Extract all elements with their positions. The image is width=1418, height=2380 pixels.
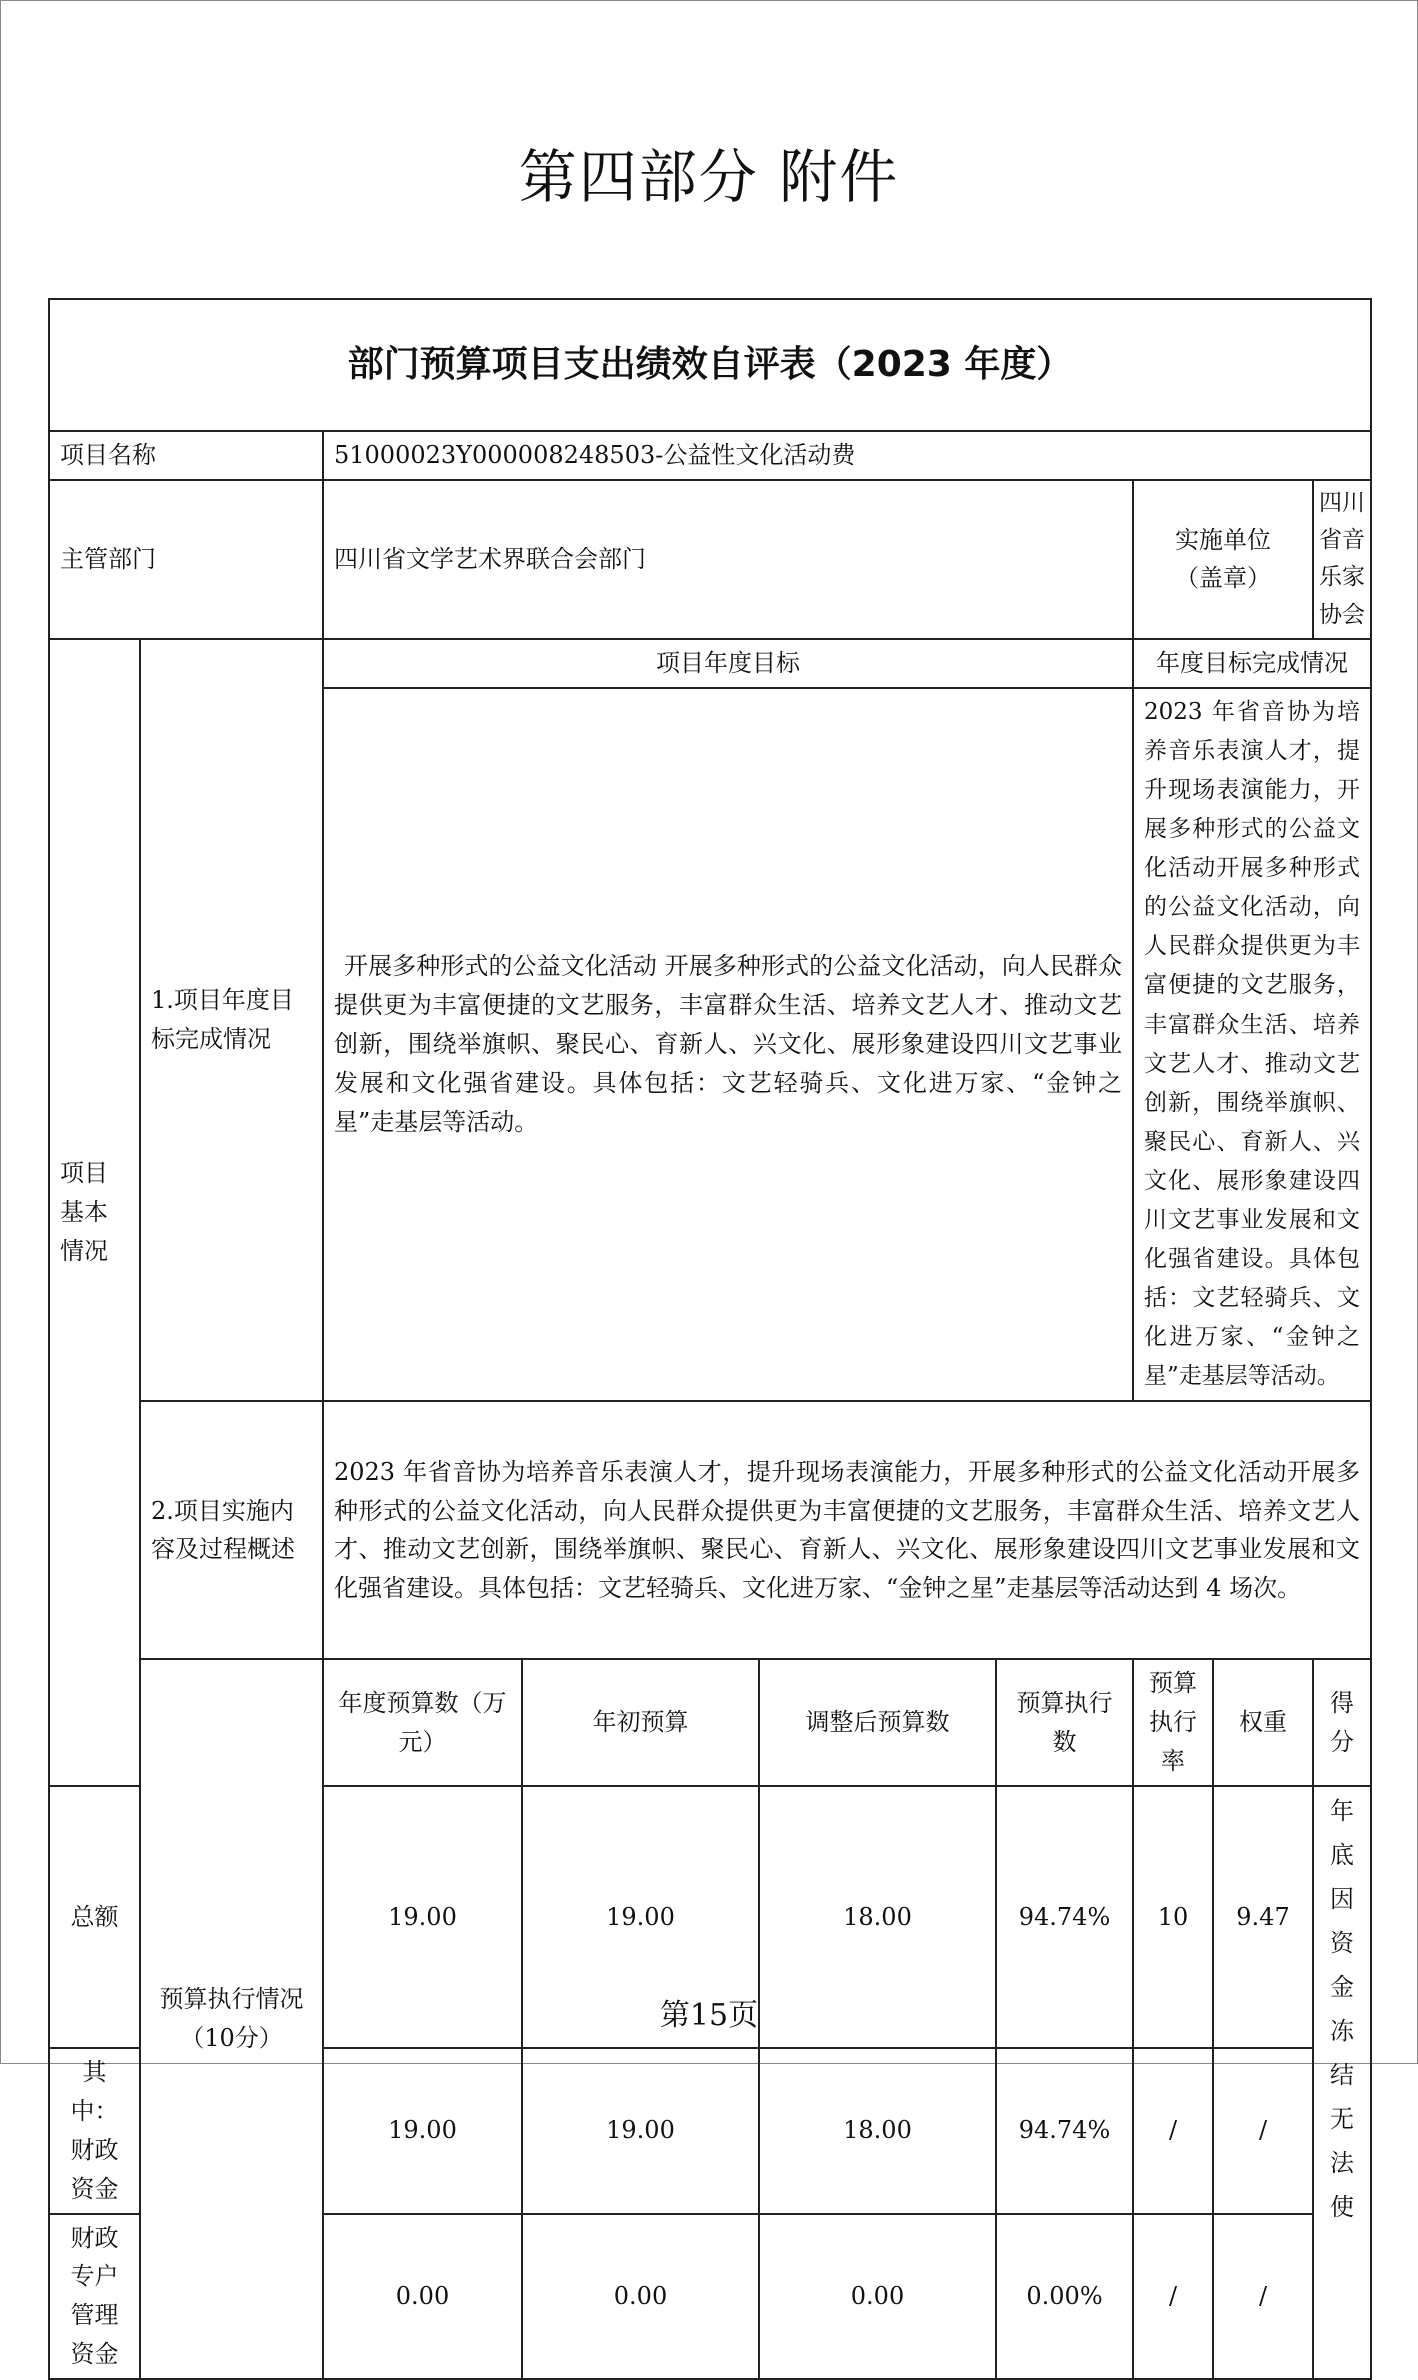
row-total-initial: 19.00 bbox=[323, 1786, 522, 2048]
reason-text bbox=[1313, 1786, 1371, 2379]
project-name-value: 51000023Y000008248503-公益性文化活动费 bbox=[323, 431, 1371, 480]
dept-value: 四川省文学艺术界联合会部门 bbox=[323, 480, 1133, 639]
reason-char: 底 bbox=[1330, 1841, 1354, 1870]
row-special-adjusted: 0.00 bbox=[522, 2214, 759, 2380]
reason-char: 结 bbox=[1330, 2061, 1354, 2090]
reason-char: 金 bbox=[1330, 1973, 1354, 2002]
row-total-weight: 10 bbox=[1133, 1786, 1213, 2048]
header-initial: 年初预算 bbox=[522, 1659, 759, 1786]
reason-char: 法 bbox=[1330, 2149, 1354, 2178]
header-executed: 预算执行数 bbox=[996, 1659, 1133, 1786]
header-adjusted: 调整后预算数 bbox=[759, 1659, 996, 1786]
goal-text: 开展多种形式的公益文化活动 开展多种形式的公益文化活动，向人民群众提供更为丰富便捷的文艺服务，丰富群众生活、培养文艺人才、推动文艺创新，围绕举旗帜、聚民心、育新人、兴文化、展形象建设四川文艺事业发展和文化强省建设。具体包括：文艺轻骑兵、文化进万家、“金钟之星”走基层等活动。 bbox=[323, 688, 1133, 1402]
row-special-score: / bbox=[1213, 2214, 1313, 2380]
row-fiscal-label: 其中：财政资金 bbox=[49, 2048, 140, 2214]
implementation-text: 2023 年省音协为培养音乐表演人才，提升现场表演能力，开展多种形式的公益文化活动开展多种形式的公益文化活动，向人民群众提供更为丰富便捷的文艺服务，丰富群众生活、培养文艺人才、推动文艺创新，围绕举旗帜、聚民心、育新人、兴文化、展形象建设四川文艺事业发展和文化强省建设。具体包括：文艺轻骑兵、文化进万家、“金钟之星”走基层等活动达到 4 场次。 bbox=[323, 1401, 1371, 1659]
goal-header: 项目年度目标 bbox=[323, 639, 1133, 688]
project-name-label: 项目名称 bbox=[49, 431, 323, 480]
row-fiscal-executed: 18.00 bbox=[759, 2048, 996, 2214]
row-special-executed: 0.00 bbox=[759, 2214, 996, 2380]
row-total-rate: 94.74% bbox=[996, 1786, 1133, 2048]
header-score: 得分 bbox=[1313, 1659, 1371, 1786]
row-special-rate: 0.00% bbox=[996, 2214, 1133, 2380]
budget-section-label: 预算执行情况（10分） bbox=[140, 1659, 323, 2379]
reason-char: 因 bbox=[1330, 1885, 1354, 1914]
row-total-executed: 18.00 bbox=[759, 1786, 996, 2048]
implementation-label: 2.项目实施内容及过程概述 bbox=[140, 1401, 323, 1659]
unit-label-line2: （盖章） bbox=[1175, 564, 1271, 593]
row-fiscal-score: / bbox=[1213, 2048, 1313, 2214]
performance-self-evaluation-table bbox=[48, 298, 1372, 2380]
reason-char: 使 bbox=[1330, 2193, 1354, 2222]
row-special-weight: / bbox=[1133, 2214, 1213, 2380]
form-title: 部门预算项目支出绩效自评表（2023 年度） bbox=[49, 299, 1371, 431]
row-special-label: 财政专户管理资金 bbox=[49, 2214, 140, 2380]
reason-char: 冻 bbox=[1330, 2017, 1354, 2046]
goal-row-label: 1.项目年度目标完成情况 bbox=[140, 639, 323, 1402]
row-total-label: 总额 bbox=[49, 1786, 140, 2048]
row-fiscal-adjusted: 19.00 bbox=[522, 2048, 759, 2214]
completion-text: 2023 年省音协为培养音乐表演人才，提升现场表演能力，开展多种形式的公益文化活动开展多种形式的公益文化活动，向人民群众提供更为丰富便捷的文艺服务，丰富群众生活、培养文艺人才、推动文艺创新，围绕举旗帜、聚民心、育新人、兴文化、展形象建设四川文艺事业发展和文化强省建设。具体包括：文艺轻骑兵、文化进万家、“金钟之星”走基层等活动。 bbox=[1133, 688, 1371, 1402]
reason-char: 年 bbox=[1330, 1797, 1354, 1826]
completion-header: 年度目标完成情况 bbox=[1133, 639, 1371, 688]
header-annual: 年度预算数（万元） bbox=[323, 1659, 522, 1786]
unit-label-line1: 实施单位 bbox=[1175, 525, 1271, 554]
basic-info-label: 项目基本情况 bbox=[49, 639, 140, 1786]
row-total-adjusted: 19.00 bbox=[522, 1786, 759, 2048]
row-fiscal-rate: 94.74% bbox=[996, 2048, 1133, 2214]
page-number: 第15页 bbox=[659, 1998, 759, 2033]
row-fiscal-weight: / bbox=[1133, 2048, 1213, 2214]
unit-value: 四川省音乐家协会 bbox=[1313, 480, 1371, 639]
dept-label: 主管部门 bbox=[49, 480, 323, 639]
part-title: 第四部分 附件 bbox=[518, 143, 900, 211]
reason-char: 无 bbox=[1330, 2105, 1354, 2134]
row-special-initial: 0.00 bbox=[323, 2214, 522, 2380]
reason-char: 资 bbox=[1330, 1929, 1354, 1958]
row-total-score: 9.47 bbox=[1213, 1786, 1313, 2048]
header-rate: 预算执行率 bbox=[1133, 1659, 1213, 1786]
row-fiscal-initial: 19.00 bbox=[323, 2048, 522, 2214]
unit-label bbox=[1133, 480, 1313, 639]
header-weight: 权重 bbox=[1213, 1659, 1313, 1786]
